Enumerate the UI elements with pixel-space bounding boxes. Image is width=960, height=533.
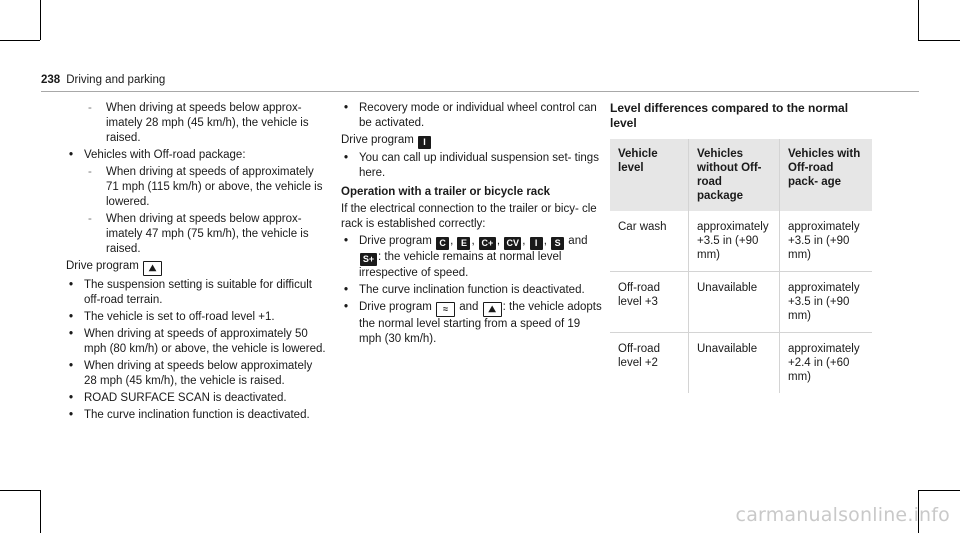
bullet-item: • Drive program C , E , C+ , CV , I , S and S+ : the vehicle remains at normal level irrespective of speed. <box>344 235 588 279</box>
offroad-icon: ⛰ <box>483 302 502 317</box>
crop-mark <box>40 0 41 40</box>
table-cell: approximately +3.5 in (+90 mm) <box>689 211 780 272</box>
bullet-item: • The suspension setting is suitable for difficult off-road terrain. <box>69 279 312 306</box>
bullet-item: • Vehicles with Off-road package: <box>69 149 246 161</box>
table-cell: approximately +3.5 in (+90 mm) <box>780 272 873 333</box>
bullet-item: • You can call up individual suspension set- tings here. <box>344 152 599 179</box>
bullet-item: • Drive program ≈ and ⛰ : the vehicle adopts the normal level starting from a speed of 19 mph (30 km/h). <box>344 301 602 345</box>
bullet-item: • The vehicle is set to off-road level +1. <box>69 311 275 323</box>
bullet-item: • The curve inclination function is deactivated. <box>69 409 310 421</box>
comfort-plus-program-icon: C+ <box>479 237 496 250</box>
curve-program-icon: CV <box>504 237 521 250</box>
comfort-program-icon: C <box>436 237 449 250</box>
dash-item: - When driving at speeds below approx- imately 47 mph (75 km/h), the vehicle is raised. <box>88 213 309 255</box>
crop-mark <box>918 0 919 40</box>
table-cell: Off-road level +3 <box>610 272 689 333</box>
bullet-item: • Recovery mode or individual wheel control can be activated. <box>344 102 597 129</box>
table-title: Level differences compared to the normal level <box>610 101 849 130</box>
table-header: Vehicle level <box>610 139 689 211</box>
page-header <box>41 73 165 88</box>
table-row <box>610 211 872 272</box>
eco-program-icon: E <box>457 237 470 250</box>
column-1 <box>66 101 328 425</box>
offroad-icon: ⛰ <box>143 261 162 276</box>
crop-mark <box>918 40 960 41</box>
crop-mark <box>0 40 40 41</box>
dash-item: - When driving at speeds of approximately 71 mph (115 km/h) or above, the vehicle is lowered. <box>88 166 323 208</box>
crop-mark <box>40 490 41 533</box>
table-cell: Unavailable <box>689 333 780 394</box>
table-cell: Unavailable <box>689 272 780 333</box>
dash-item: - When driving at speeds below approx- imately 28 mph (45 km/h), the vehicle is raised. <box>88 102 309 144</box>
drive-program-line: Drive program ⛰ <box>66 259 328 276</box>
table-header: Vehicles with Off-road pack- age <box>780 139 873 211</box>
bullet-item: • When driving at speeds below approximately 28 mph (45 km/h), the vehicle is raised. <box>69 360 313 387</box>
sport-program-icon: S <box>551 237 564 250</box>
bullet-item: • When driving at speeds of approximately 50 mph (80 km/h) or above, the vehicle is lowered. <box>69 328 326 355</box>
table-header-row <box>610 139 872 211</box>
bullet-item: • The curve inclination function is deactivated. <box>344 284 585 296</box>
level-differences-table <box>610 139 872 393</box>
table-cell: Car wash <box>610 211 689 272</box>
table-row <box>610 272 872 333</box>
page-number: 238 <box>41 74 61 86</box>
sand-program-icon: ≈ <box>436 302 455 317</box>
column-3 <box>610 101 872 393</box>
crop-mark <box>0 490 40 491</box>
table-cell: approximately +2.4 in (+60 mm) <box>780 333 873 394</box>
column-2 <box>341 101 603 349</box>
bullet-item: • ROAD SURFACE SCAN is deactivated. <box>69 392 287 404</box>
drive-program-line: Drive program I <box>341 133 603 149</box>
table-cell: approximately +3.5 in (+90 mm) <box>780 211 873 272</box>
sport-plus-program-icon: S+ <box>360 253 377 266</box>
subheading: Operation with a trailer or bicycle rack <box>341 186 550 198</box>
table-cell: Off-road level +2 <box>618 343 660 369</box>
table-header: Vehicles without Off-road package <box>689 139 780 211</box>
section-title: Driving and parking <box>66 74 166 86</box>
individual-program-icon: I <box>530 237 543 250</box>
individual-program-icon: I <box>418 136 431 149</box>
table-row <box>610 333 872 394</box>
watermark: carmanualsonline.info <box>735 504 950 526</box>
header-rule <box>41 91 919 92</box>
crop-mark <box>918 490 960 491</box>
paragraph: If the electrical connection to the trailer or bicy- cle rack is established correctly: <box>341 203 597 230</box>
